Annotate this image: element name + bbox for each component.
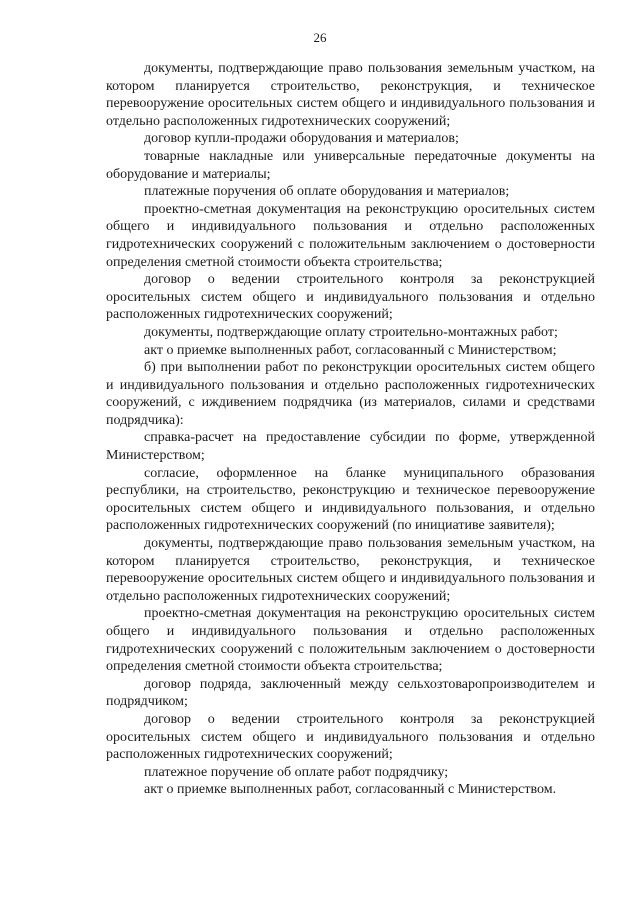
paragraph: документы, подтверждающие право пользования земельным участком, на котором планируется строительство, реконструкция, и техническое перевооружение оросительных систем общего и индивидуального пользования и отдельно расположенных гидротехнических сооружений;	[106, 536, 595, 604]
paragraph: справка-расчет на предоставление субсидии по форме, утвержденной Министерством;	[106, 430, 595, 464]
paragraph: товарные накладные или универсальные передаточные документы на оборудование и материалы;	[106, 148, 595, 182]
paragraph: документы, подтверждающие оплату строительно-монтажных работ;	[144, 324, 558, 340]
page-number: 26	[313, 30, 327, 45]
paragraph: согласие, оформленное на бланке муниципального образования республики, на строительство, реконструкцию и техническое перевооружение оросительных систем общего и индивидуального пользования, и отдельно расположенных гидротехнических сооружений (по инициативе заявителя);	[106, 465, 595, 534]
paragraph: договор купли-продажи оборудования и материалов;	[144, 131, 459, 147]
paragraph: проектно-сметная документация на реконструкцию оросительных систем общего и индивидуального пользования и отдельно расположенных гидротехнических сооружений с положительным заключением о достоверности определения сметной стоимости объекта строительства;	[106, 606, 595, 675]
paragraph: договор подряда, заключенный между сельхозтоваропроизводителем и подрядчиком;	[106, 676, 595, 710]
paragraph: договор о ведении строительного контроля за реконструкцией оросительных систем общего и индивидуального пользования и отдельно расположенных гидротехнических сооружений;	[106, 272, 595, 323]
paragraph: акт о приемке выполненных работ, согласованный с Министерством;	[144, 342, 557, 358]
paragraph: договор о ведении строительного контроля за реконструкцией оросительных систем общего и индивидуального пользования и отдельно расположенных гидротехнических сооружений;	[106, 711, 595, 763]
paragraph: акт о приемке выполненных работ, согласованный с Министерством.	[144, 782, 557, 798]
paragraph: б) при выполнении работ по реконструкции оросительных систем общего и индивидуального пользования и отдельно расположенных гидротехнических сооружений, с иждивением подрядчика (из материалов, силами и средствами подрядчика):	[106, 360, 595, 428]
paragraph: платежное поручение об оплате работ подрядчику;	[144, 764, 449, 780]
paragraph: платежные поручения об оплате оборудования и материалов;	[144, 184, 510, 200]
document-body	[106, 60, 595, 799]
paragraph: проектно-сметная документация на реконструкцию оросительных систем общего и индивидуального пользования и отдельно расположенных гидротехнических сооружений с положительным заключением о достоверности определения сметной стоимости объекта строительства;	[106, 201, 595, 270]
paragraph: документы, подтверждающие право пользования земельным участком, на котором планируется строительство, реконструкция, и техническое перевооружение оросительных систем общего и индивидуального пользования и отдельно расположенных гидротехнических сооружений;	[106, 61, 595, 129]
